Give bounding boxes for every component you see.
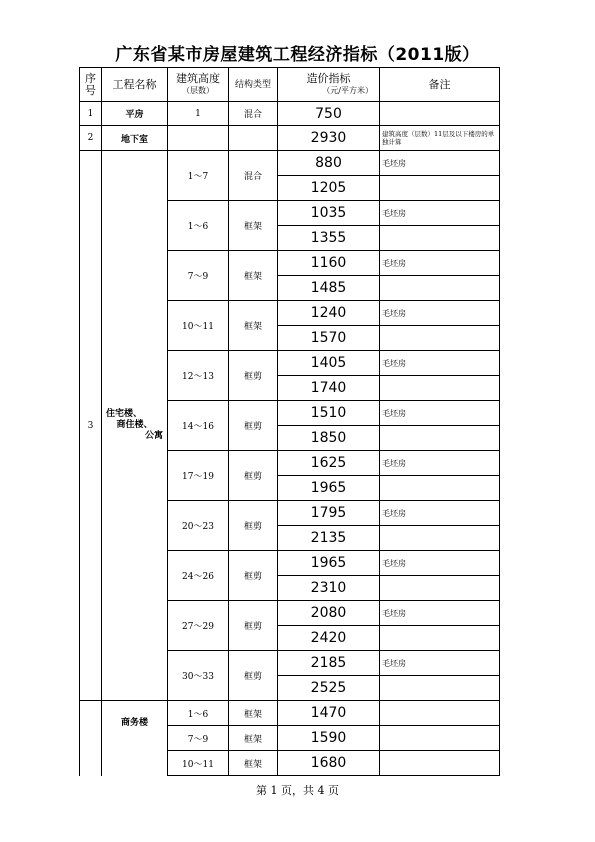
- block-price: 1240: [278, 301, 380, 326]
- office-struct: 框架: [229, 751, 278, 776]
- block-height: 24～26: [168, 551, 229, 601]
- office-price: 1680: [278, 751, 380, 776]
- block-height: 20～23: [168, 501, 229, 551]
- block-price: 1965: [278, 476, 380, 501]
- header-height-sub: （层数）: [182, 85, 214, 95]
- block-remark: 毛坯房: [380, 251, 500, 276]
- table-row: [80, 701, 500, 726]
- block-struct: 框剪: [229, 401, 278, 451]
- block-height: 14～16: [168, 401, 229, 451]
- block-remark-empty: [380, 376, 500, 401]
- block-remark: 毛坯房: [380, 651, 500, 676]
- row2-name: 地下室: [102, 126, 168, 151]
- group3-name: [102, 151, 168, 701]
- block-price: 2185: [278, 651, 380, 676]
- table-row: [80, 102, 500, 126]
- block-struct: 框剪: [229, 601, 278, 651]
- block-struct: 混合: [229, 151, 278, 201]
- block-height: 1～7: [168, 151, 229, 201]
- table-row: [80, 126, 500, 151]
- block-price: 2135: [278, 526, 380, 551]
- block-height: 30～33: [168, 651, 229, 701]
- block-price: 1625: [278, 451, 380, 476]
- office-remark: [380, 701, 500, 726]
- header-height: [168, 68, 229, 102]
- row1-height: 1: [168, 102, 229, 126]
- header-remark: 备注: [380, 68, 500, 102]
- row2-price: 2930: [278, 126, 380, 151]
- block-remark: 毛坯房: [380, 601, 500, 626]
- block-remark-empty: [380, 326, 500, 351]
- office-height: 1～6: [168, 701, 229, 726]
- block-remark-empty: [380, 476, 500, 501]
- group3-name-line: 公寓: [144, 431, 163, 441]
- block-height: 17～19: [168, 451, 229, 501]
- block-struct: 框剪: [229, 451, 278, 501]
- group4-name: 商务楼: [102, 701, 168, 776]
- block-price: 880: [278, 151, 380, 176]
- office-height: 7～9: [168, 726, 229, 751]
- block-struct: 框剪: [229, 501, 278, 551]
- page-footer: 第 1 页，共 4 页: [256, 784, 339, 797]
- row1-seq: 1: [80, 102, 102, 126]
- block-remark: 毛坯房: [380, 551, 500, 576]
- block-price: 1965: [278, 551, 380, 576]
- block-remark: 毛坯房: [380, 351, 500, 376]
- block-remark-empty: [380, 426, 500, 451]
- block-price: 1485: [278, 276, 380, 301]
- office-struct: 框架: [229, 701, 278, 726]
- row1-name: 平房: [102, 102, 168, 126]
- block-price: 2525: [278, 676, 380, 701]
- block-remark-empty: [380, 526, 500, 551]
- block-remark: 毛坯房: [380, 501, 500, 526]
- table-header-row: [80, 68, 500, 102]
- block-price: 1405: [278, 351, 380, 376]
- office-price: 1470: [278, 701, 380, 726]
- cost-index-table: [79, 67, 500, 776]
- block-height: 1～6: [168, 201, 229, 251]
- group4-body: [80, 701, 500, 776]
- block-struct: 框架: [229, 201, 278, 251]
- block-height: 27～29: [168, 601, 229, 651]
- office-height: 10～11: [168, 751, 229, 776]
- block-struct: 框架: [229, 301, 278, 351]
- block-remark: 毛坯房: [380, 301, 500, 326]
- block-struct: 框剪: [229, 551, 278, 601]
- block-struct: 框剪: [229, 651, 278, 701]
- table-row: [80, 151, 500, 176]
- office-remark: [380, 726, 500, 751]
- header-name: 工程名称: [102, 68, 168, 102]
- office-price: 1590: [278, 726, 380, 751]
- header-seq: 序号: [80, 68, 102, 102]
- block-remark-empty: [380, 226, 500, 251]
- block-remark-empty: [380, 576, 500, 601]
- block-remark-empty: [380, 176, 500, 201]
- header-price-label: 造价指标: [306, 71, 351, 85]
- block-remark: 毛坯房: [380, 401, 500, 426]
- group3-seq: 3: [80, 151, 102, 701]
- block-height: 10～11: [168, 301, 229, 351]
- block-price: 1795: [278, 501, 380, 526]
- block-remark: 毛坯房: [380, 151, 500, 176]
- block-remark: 毛坯房: [380, 201, 500, 226]
- block-price: 1570: [278, 326, 380, 351]
- block-price: 1355: [278, 226, 380, 251]
- block-remark: 毛坯房: [380, 451, 500, 476]
- group3-body: [80, 151, 500, 701]
- block-price: 1740: [278, 376, 380, 401]
- block-price: 2310: [278, 576, 380, 601]
- row2-remark: 建筑高度（层数）11层及以下楼房的单独计算: [380, 126, 500, 151]
- block-price: 1035: [278, 201, 380, 226]
- row2-height: [168, 126, 229, 151]
- row1-price: 750: [278, 102, 380, 126]
- block-height: 12～13: [168, 351, 229, 401]
- header-price: [278, 68, 380, 102]
- block-remark-empty: [380, 276, 500, 301]
- page-title: 广东省某市房屋建筑工程经济指标（2011版）: [115, 45, 480, 65]
- block-remark-empty: [380, 676, 500, 701]
- block-remark-empty: [380, 626, 500, 651]
- row2-struct: [229, 126, 278, 151]
- block-price: 1205: [278, 176, 380, 201]
- block-price: 1850: [278, 426, 380, 451]
- group3-name-line: 商住楼、: [116, 420, 153, 430]
- block-price: 2420: [278, 626, 380, 651]
- group3-name-line: 住宅楼、: [106, 409, 143, 419]
- group4-seq: [80, 701, 102, 776]
- header-height-label: 建筑高度: [176, 71, 220, 85]
- row1-struct: 混合: [229, 102, 278, 126]
- office-remark: [380, 751, 500, 776]
- row2-seq: 2: [80, 126, 102, 151]
- block-price: 2080: [278, 601, 380, 626]
- block-height: 7～9: [168, 251, 229, 301]
- header-price-unit: （元/平方米）: [322, 85, 373, 95]
- row1-remark: [380, 102, 500, 126]
- block-struct: 框架: [229, 251, 278, 301]
- block-price: 1160: [278, 251, 380, 276]
- office-struct: 框架: [229, 726, 278, 751]
- block-struct: 框剪: [229, 351, 278, 401]
- block-price: 1510: [278, 401, 380, 426]
- header-struct: 结构类型: [229, 68, 278, 102]
